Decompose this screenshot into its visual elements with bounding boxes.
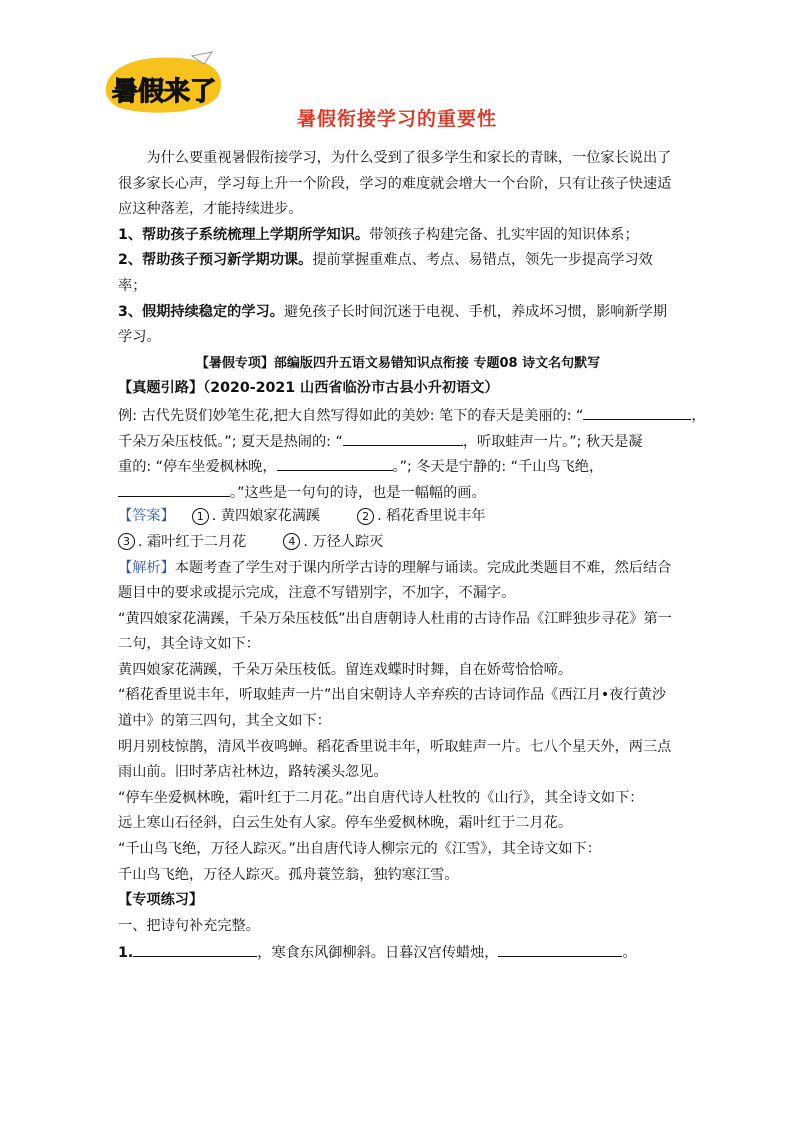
question-text: ， [691,407,706,424]
page-title: 暑假衔接学习的重要性 [296,108,497,130]
document-body [118,146,706,965]
point-3-heading: 3、假期持续稳定的学习。 [118,303,284,320]
point-1 [118,223,678,249]
exercise-1 [118,939,678,965]
question-line-3 [118,453,678,479]
example-tag: 【真题引路】 [118,380,204,397]
analysis-source-1: “黄四娘家花满蹊，千朵万朵压枝低”出自唐朝诗人杜甫的古诗作品《江畔独步寻花》第一二句，其全诗文如下： [118,610,672,653]
question-text: 重的: “停车坐爱枫林晚， [118,459,277,476]
answer-1: . 黄四娘家花满蹊 [211,508,321,525]
exercise-blank-1[interactable] [133,939,257,957]
logo-text: 暑假来了 [112,77,217,107]
point-3-text: 避免孩子长时间沉迷于电视、手机，养成坏习惯，影响新学期学习。 [118,303,668,346]
point-2-heading: 2、帮助孩子预习新学期功课。 [118,252,313,269]
series-heading: 【暑假专项】部编版四升五语文易错知识点衔接 专题08 诗文名句默写 [195,355,601,371]
question-text: 千朵万朵压枝低。”; 夏天是热闹的: “ [118,433,343,450]
answer-number-1: 1 [192,508,209,525]
question-text: 。”这些是一句句的诗，也是一幅幅的画。 [230,484,486,501]
example-source: （2020-2021 山西省临汾市古县小升初语文） [203,380,499,397]
answer-blank-4[interactable] [118,479,230,497]
analysis-source-4: “千山鸟飞绝，万径人踪灭。”出自唐代诗人柳宗元的《江雪》，其全诗文如下： [118,841,601,858]
analysis-intro-text: 本题考查了学生对于课内所学古诗的理解与诵读。完成此类题目不难，然后结合题目中的要求或提示完成，注意不写错别字，不加字，不漏字。 [118,559,672,602]
point-1-text: 带领孩子构建完备、扎实牢固的知识体系； [369,226,639,243]
analysis-source-2: “稻花香里说丰年，听取蛙声一片”出自宋朝诗人辛弃疾的古诗词作品《西江月•夜行黄沙道中》的第三四句，其全文如下： [118,687,667,730]
analysis-poem-1: 黄四娘家花满蹊，千朵万朵压枝低。留连戏蝶时时舞，自在娇莺恰恰啼。 [118,661,573,678]
question-line-1 [118,402,706,428]
answer-blank-1[interactable] [583,402,691,420]
example-heading [118,376,678,402]
exercise-number: 1. [118,945,134,962]
answer-3: . 霜叶红于二月花 [138,533,247,550]
point-2 [118,248,678,299]
practice-heading: 【专项练习】 [118,892,204,909]
intro-paragraph: 为什么要重视暑假衔接学习，为什么受到了很多学生和家长的青睐，一位家长说出了很多家长心声，学习每上升一个阶段，学习的难度就会增大一个台阶，只有让孩子快速适应这种落差，才能持续进步。 [118,150,672,218]
analysis-source-3: “停车坐爱枫林晚，霜叶红于二月花。”出自唐代诗人杜牧的《山行》，其全诗文如下： [118,789,644,806]
point-2-text: 提前掌握重难点、考点、易错点，领先一步提高学习效率； [118,252,653,294]
exercise-blank-2[interactable] [498,939,622,957]
exercise-text: ，寒食东风御柳斜。日暮汉宫传蜡烛， [257,945,499,962]
analysis-poem-3: 远上寒山石径斜，白云生处有人家。停车坐爱枫林晚，霜叶红于二月花。 [118,815,573,832]
practice-instruction: 一、把诗句补充完整。 [118,917,260,934]
answer-number-2: 2 [357,508,374,525]
answer-blank-3[interactable] [277,453,393,471]
question-text: 。”; 冬天是宁静的: “千山鸟飞绝， [392,459,604,476]
answer-row-2 [118,530,678,556]
answer-2: . 稻花香里说丰年 [377,508,486,525]
answer-4: . 万径人踪灭 [303,533,384,550]
analysis-poem-4: 千山鸟飞绝，万径人踪灭。孤舟蓑笠翁，独钓寒江雪。 [118,866,459,883]
point-1-heading: 1、帮助孩子系统梳理上学期所学知识。 [118,226,370,243]
analysis-intro [118,556,678,607]
answer-number-3: 3 [118,533,135,550]
exercise-text: 。 [622,945,637,962]
answer-blank-2[interactable] [343,428,463,446]
answer-tag: 【答案】 [118,508,175,525]
answer-number-4: 4 [283,533,300,550]
analysis-poem-2: 明月别枝惊鹊，清风半夜鸣蝉。稻花香里说丰年，听取蛙声一片。七八个星天外，两三点雨山前。旧时茅店社林边，路转溪头忽见。 [118,738,672,781]
question-text: ，听取蛙声一片。”; 秋天是凝 [462,433,643,450]
question-text: 例: 古代先贤们妙笔生花,把大自然写得如此的美妙: 笔下的春天是美丽的: “ [118,407,584,424]
analysis-tag: 【解析】 [118,559,175,576]
question-line-2 [118,428,678,454]
question-line-4 [118,479,678,505]
point-3 [118,300,678,351]
answer-row-1 [118,504,678,530]
